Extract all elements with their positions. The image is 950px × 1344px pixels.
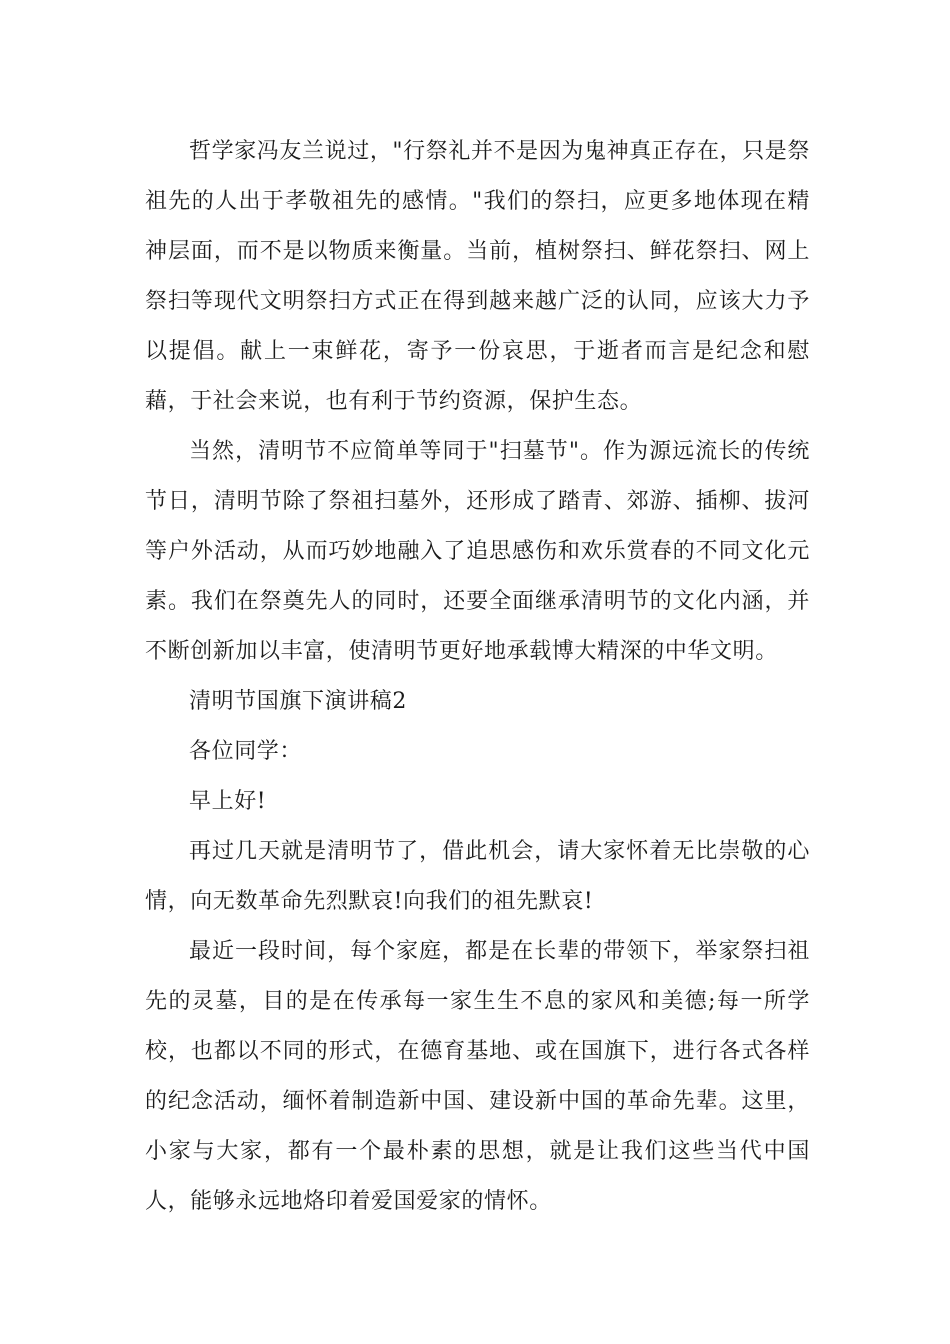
paragraph-feng-youlan-quote: 哲学家冯友兰说过，"行祭礼并不是因为鬼神真正存在，只是祭祖先的人出于孝敬祖先的感情。"我们的祭扫，应更多地体现在精神层面，而不是以物质来衡量。当前，植树祭扫、鲜花祭扫、网上祭扫等现代文明祭扫方式正在得到越来越广泛的认同，应该大力予以提倡。献上一束鲜花，寄予一份哀思，于逝者而言是纪念和慰藉，于社会来说，也有利于节约资源，保护生态。 [145,139,810,414]
speech-title: 清明节国旗下演讲稿2 [189,689,407,714]
paragraph-family-school: 最近一段时间，每个家庭，都是在长辈的带领下，举家祭扫祖先的灵墓，目的是在传承每一家生生不息的家风和美德;每一所学校，也都以不同的形式，在德育基地、或在国旗下，进行各式各样的纪念活动，缅怀着制造新中国、建设新中国的革命先辈。这里，小家与大家，都有一个最朴素的思想，就是让我们这些当代中国人，能够永远地烙印着爱国爱家的情怀。 [145,939,810,1214]
greeting: 早上好! [189,789,267,814]
document-body [145,127,810,1227]
paragraph-mourning: 再过几天就是清明节了，借此机会，请大家怀着无比崇敬的心情，向无数革命先烈默哀!向我们的祖先默哀! [145,839,810,914]
salutation: 各位同学： [189,739,303,764]
paragraph-qingming-traditions: 当然，清明节不应简单等同于"扫墓节"。作为源远流长的传统节日，清明节除了祭祖扫墓外，还形成了踏青、郊游、插柳、拔河等户外活动，从而巧妙地融入了追思感伤和欢乐赏春的不同文化元素。我们在祭奠先人的同时，还要全面继承清明节的文化内涵，并不断创新加以丰富，使清明节更好地承载博大精深的中华文明。 [145,439,810,664]
